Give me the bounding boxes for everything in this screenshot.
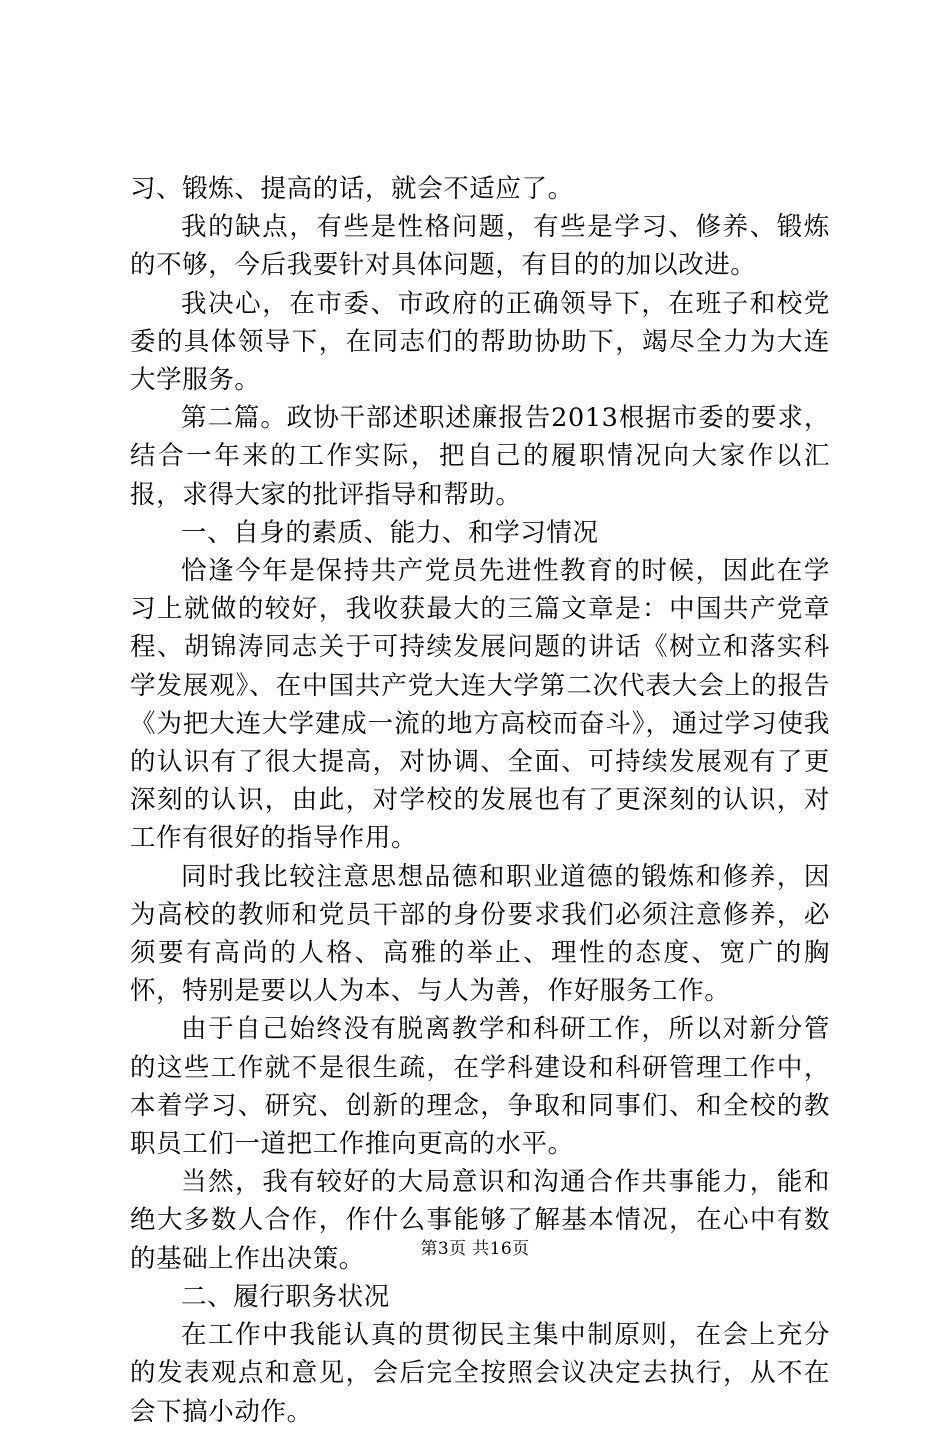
section-heading-1: 一、自身的素质、能力、和学习情况 [181, 517, 599, 548]
paragraph-4: 第二篇。政协干部述职述廉报告2013根据市委的要求，结合一年来的工作实际，把自己的履职情况向大家作以汇报，求得大家的批评指导和帮助。 [130, 403, 830, 510]
paragraph-8: 当然，我有较好的大局意识和沟通合作共事能力，能和绝大多数人合作，作什么事能够了解基本情况，在心中有数的基础上作出决策。 [130, 1167, 830, 1274]
paragraph-9: 在工作中我能认真的贯彻民主集中制原则，在会上充分的发表观点和意见，会后完全按照会议决定去执行，从不在会下搞小动作。 [130, 1320, 830, 1427]
paragraph-1: 习、锻炼、提高的话，就会不适应了。 [130, 174, 574, 204]
paragraph-3: 我决心，在市委、市政府的正确领导下，在班子和校党委的具体领导下，在同志们的帮助协助下，竭尽全力为大连大学服务。 [130, 288, 830, 396]
paragraph-2: 我的缺点，有些是性格问题，有些是学习、修养、锻炼的不够，今后我要针对具体问题，有目的的加以改进。 [130, 212, 830, 281]
section-heading-2: 二、履行职务状况 [181, 1281, 390, 1312]
page-footer: 第3页 共16页 [420, 1239, 530, 1259]
paragraph-7: 由于自己始终没有脱离教学和科研工作，所以对新分管的这些工作就不是很生疏，在学科建设和科研管理工作中，本着学习、研究、创新的理念，争取和同事们、和全校的教职员工们一道把工作推向更高的水平。 [130, 1014, 830, 1160]
paragraph-5: 恰逢今年是保持共产党员先进性教育的时候，因此在学习上就做的较好，我收获最大的三篇文章是：中国共产党章程、胡锦涛同志关于可持续发展问题的讲话《树立和落实科学发展观》、在中国共产党大连大学第二次代表大会上的报告《为把大连大学建成一流的地方高校而奋斗》，通过学习使我的认识有了很大提高，对协调、全面、可持续发展观有了更深刻的认识，由此，对学校的发展也有了更深刻的认识，对工作有很好的指导作用。 [130, 556, 830, 854]
paragraph-6: 同时我比较注意思想品德和职业道德的锻炼和修养，因为高校的教师和党员干部的身份要求我们必须注意修养，必须要有高尚的人格、高雅的举止、理性的态度、宽广的胸怀，特别是要以人为本、与人为善，作好服务工作。 [130, 861, 830, 1007]
